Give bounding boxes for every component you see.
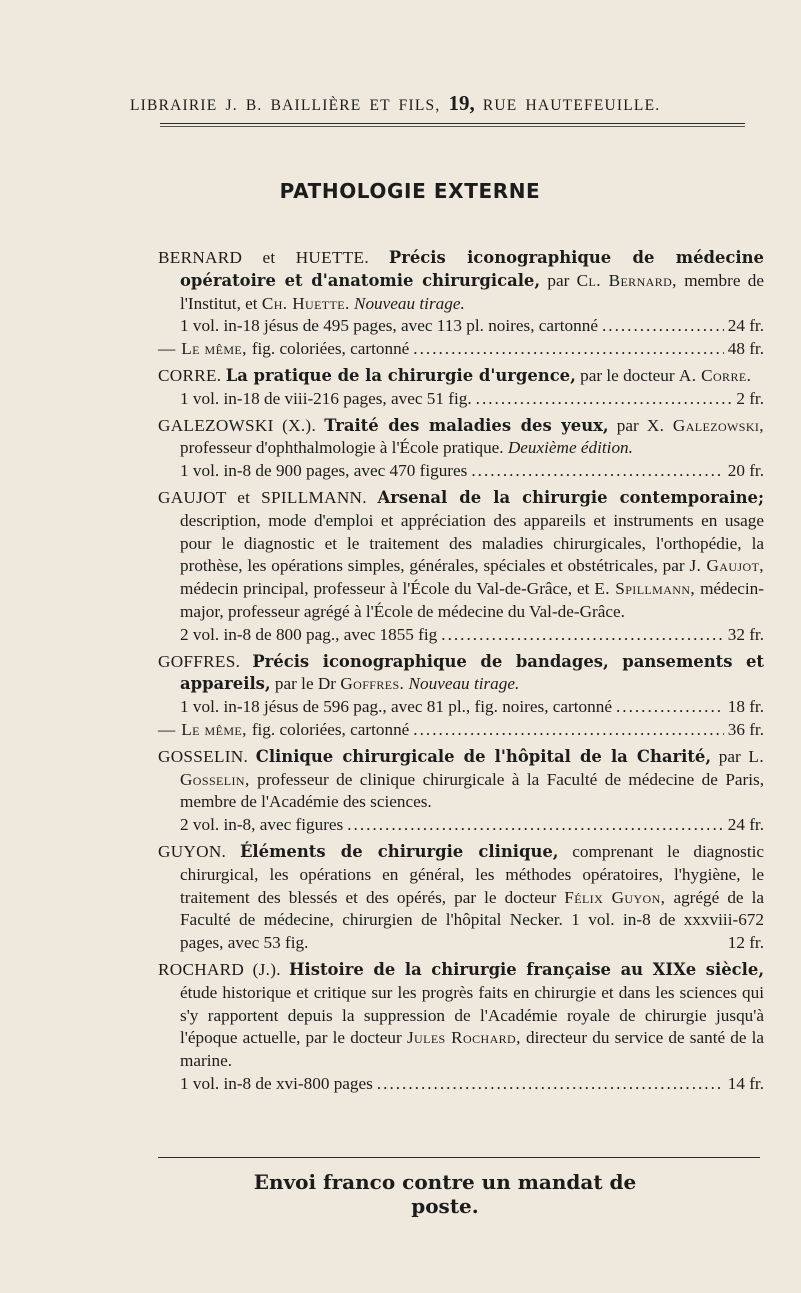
leader-dots xyxy=(347,814,723,837)
entry-title: Éléments de chirurgie clinique, xyxy=(239,841,559,861)
leader-dots xyxy=(602,315,724,338)
price-line xyxy=(158,388,764,411)
entry-person: X. Galezowski, xyxy=(646,415,764,435)
variant-dash: — xyxy=(158,719,176,739)
entry-person: Félix Guyon, xyxy=(564,887,666,907)
entry-text: par xyxy=(616,415,639,435)
entry-price: 32 fr. xyxy=(727,624,764,644)
entry-text: comprenant le diagnostic chirurgical, les opérations en général, les méthodes opératoires, l'hygiène, le traitement des blessés et des opérés, par le docteur xyxy=(180,841,764,907)
entry-price: 20 fr. xyxy=(727,461,764,481)
variant-name: Le même, xyxy=(181,719,247,739)
price-line xyxy=(158,814,764,837)
variant-line xyxy=(158,719,764,742)
leader-dots xyxy=(413,719,723,742)
entry-person: Jules Rochard, xyxy=(406,1028,521,1048)
publisher-name: LIBRAIRIE J. B. BAILLIÈRE ET FILS, xyxy=(130,97,441,114)
entry-person: J. Gaujot, xyxy=(689,556,764,576)
entry-text: médecin-major, professeur agrégé à l'École de médecine du Val-de-Grâce. xyxy=(180,579,765,621)
street-name: RUE HAUTEFEUILLE. xyxy=(482,97,661,114)
entry-description: 1 vol. in-18 de viii-216 pages, avec 51 fig. xyxy=(180,388,472,408)
entry-person: Goffres. xyxy=(340,674,405,694)
variant-dash: — xyxy=(158,339,176,359)
variant-price: 36 fr. xyxy=(727,719,764,739)
book-entry xyxy=(158,487,764,647)
entry-text: par le docteur xyxy=(580,365,675,385)
book-list xyxy=(158,247,764,1096)
book-entry xyxy=(158,841,764,955)
entry-text: par xyxy=(718,746,741,766)
entry-title: Traité des maladies des yeux, xyxy=(324,415,609,435)
entry-author: BERNARD et HUETTE. xyxy=(158,248,369,267)
leader-dots xyxy=(441,624,723,647)
book-entry xyxy=(158,651,764,742)
entry-author: GAUJOT et SPILLMANN. xyxy=(158,487,367,507)
entry-person: Cl. Bernard, xyxy=(576,270,677,290)
entry-text: description, mode d'emploi et appréciation des appareils et instruments en usage pour le diagnostic et le traitement des maladies chirurgicales, l'orthopédie, la prothèse, les opérations simples, générales, spéciales et obstétricales, par xyxy=(180,510,764,576)
entry-author: GOSSELIN. xyxy=(158,746,249,766)
entry-text: étude historique et critique sur les progrès faits en chirurgie et dans les sciences qui s'y rapportent depuis la suppression de l'Académie royale de chirurgie jusqu'à l'époque actuelle, par le docteur xyxy=(180,982,764,1048)
publisher-header xyxy=(130,91,730,116)
entry-title: Histoire de la chirurgie française au XIXe siècle, xyxy=(289,959,765,979)
leader-dots xyxy=(377,1073,724,1096)
entry-title: Arsenal de la chirurgie contemporaine; xyxy=(377,487,765,507)
entry-text: directeur du service de santé de la marine. xyxy=(180,1028,765,1071)
entry-description: 2 vol. in-8, avec figures xyxy=(180,815,344,835)
book-entry xyxy=(158,247,764,361)
variant-price: 48 fr. xyxy=(727,339,764,359)
price-line xyxy=(158,315,764,338)
entry-price: 24 fr. xyxy=(727,316,764,336)
entry-text: par le Dr xyxy=(274,674,337,694)
entry-description: 1 vol. in-8 de xvi-800 pages xyxy=(180,1073,373,1093)
entry-price: 12 fr. xyxy=(727,933,764,953)
footer-rule xyxy=(158,1157,760,1158)
entry-title: Clinique chirurgicale de l'hôpital de la Charité, xyxy=(255,746,712,766)
variant-line xyxy=(158,338,764,361)
variant-description: fig. coloriées, cartonné xyxy=(251,339,410,359)
price-line xyxy=(158,460,764,483)
entry-person: E. Spillmann, xyxy=(594,579,696,599)
entry-person: L. Gosselin, xyxy=(180,746,765,789)
header-rule-thin xyxy=(160,126,745,127)
entry-price: 14 fr. xyxy=(727,1073,764,1093)
street-number: 19, xyxy=(448,91,475,115)
entry-price: 2 fr. xyxy=(736,388,764,408)
leader-dots xyxy=(471,460,723,483)
entry-author: ROCHARD (J.). xyxy=(158,959,281,979)
entry-person: A. Corre. xyxy=(678,365,752,385)
leader-dots xyxy=(476,388,733,411)
variant-description: fig. coloriées, cartonné xyxy=(251,719,410,739)
leader-dots xyxy=(413,338,723,361)
entry-text: médecin principal, professeur à l'École du Val-de-Grâce, et xyxy=(180,579,590,599)
entry-title: Précis iconographique de bandages, pansements et appareils, xyxy=(180,651,764,694)
book-entry xyxy=(158,365,764,411)
entry-edition: Nouveau tirage. xyxy=(408,674,520,694)
price-line xyxy=(158,1073,764,1096)
entry-text: membre de l'Institut, et xyxy=(180,270,765,313)
book-entry xyxy=(158,959,764,1096)
entry-author: GALEZOWSKI (X.). xyxy=(158,415,317,435)
entry-description: 1 vol. in-18 jésus de 596 pag., avec 81 pl., fig. noires, cartonné xyxy=(180,697,612,717)
entry-edition: Deuxième édition. xyxy=(507,438,633,458)
entry-price: 24 fr. xyxy=(727,815,764,835)
variant-name: Le même, xyxy=(181,339,247,359)
entry-person: Ch. Huette. xyxy=(261,293,350,313)
book-entry xyxy=(158,746,764,837)
entry-text: par xyxy=(547,270,570,290)
entry-title: La pratique de la chirurgie d'urgence, xyxy=(225,365,576,385)
entry-text: agrégé de la Faculté de médecine, chirurgien de l'hôpital Necker. 1 vol. in-8 de xxxviii-672 pages, avec 53 fig. xyxy=(180,887,765,953)
price-line xyxy=(158,696,764,719)
section-title: PATHOLOGIE EXTERNE xyxy=(279,179,541,203)
entry-description: 2 vol. in-8 de 800 pag., avec 1855 fig xyxy=(180,624,438,644)
entry-edition: Nouveau tirage. xyxy=(354,293,465,313)
header-rule-thick xyxy=(160,123,745,124)
price-line xyxy=(158,624,764,647)
entry-text: professeur d'ophthalmologie à l'École pratique. xyxy=(180,438,504,458)
footer-note: Envoi franco contre un mandat de poste. xyxy=(253,1170,637,1218)
book-entry xyxy=(158,415,764,483)
entry-price: 18 fr. xyxy=(727,697,764,717)
entry-description: 1 vol. in-18 jésus de 495 pages, avec 113 pl. noires, cartonné xyxy=(180,316,598,336)
leader-dots xyxy=(616,696,724,719)
entry-title: Précis iconographique de médecine opératoire et d'anatomie chirurgicale, xyxy=(180,248,764,290)
entry-description: 1 vol. in-8 de 900 pages, avec 470 figures xyxy=(180,461,468,481)
entry-author: CORRE. xyxy=(158,365,222,385)
entry-author: GOFFRES. xyxy=(158,651,241,671)
entry-text: professeur de clinique chirurgicale à la Faculté de médecine de Paris, membre de l'Académie des sciences. xyxy=(180,769,765,812)
entry-author: GUYON. xyxy=(158,841,227,861)
